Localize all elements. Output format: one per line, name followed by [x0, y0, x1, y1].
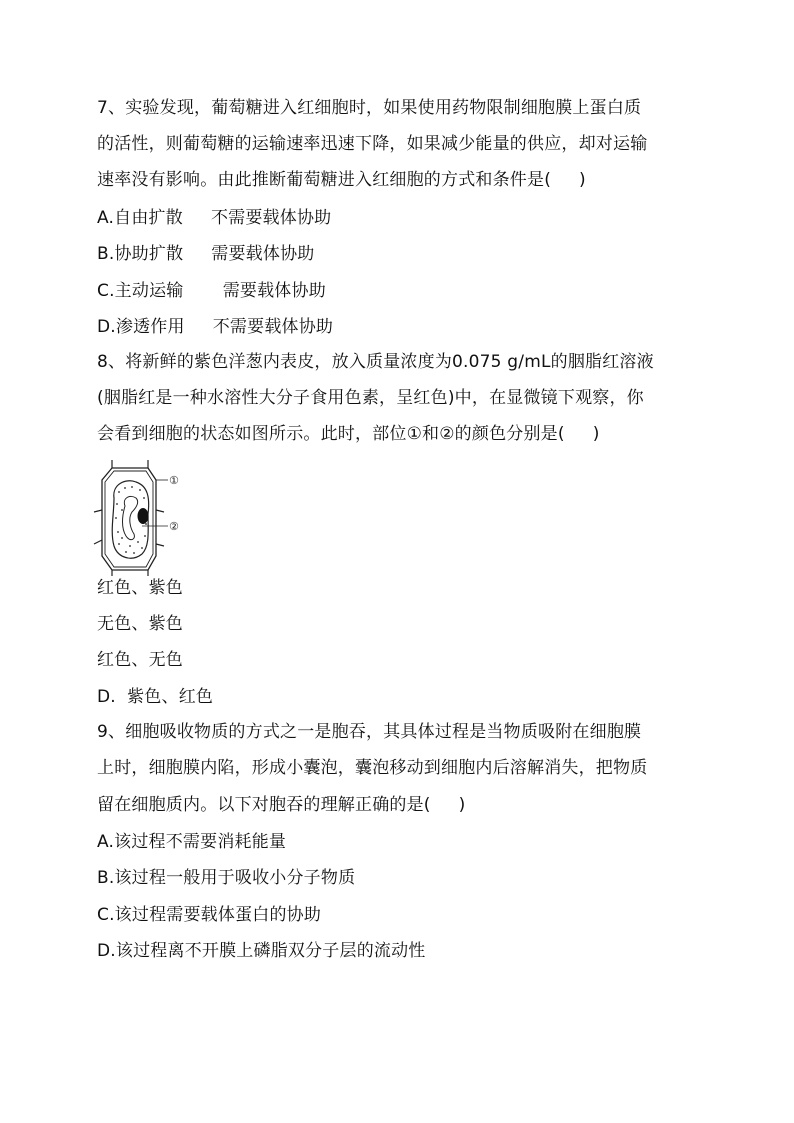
q7-stem-line-1: 7、实验发现，葡萄糖进入红细胞时，如果使用药物限制细胞膜上蛋白质: [97, 98, 642, 118]
q8-option-d: D. 紫色、红色: [97, 687, 214, 707]
q7-option-d: D.渗透作用 不需要载体协助: [97, 317, 334, 337]
q7-option-c: C.主动运输 需要载体协助: [97, 281, 326, 301]
q8-stem-line-2: (胭脂红是一种水溶性大分子食用色素，呈红色)中，在显微镜下观察，你: [97, 388, 644, 408]
q8-option-b: 无色、紫色: [97, 614, 183, 634]
figure-label-1: ①: [169, 474, 179, 487]
q8-option-c: 红色、无色: [97, 650, 183, 670]
q8-stem-line-1: 8、将新鲜的紫色洋葱内表皮，放入质量浓度为0.075 g/mL的胭脂红溶液: [97, 352, 654, 372]
q7-stem-line-3: 速率没有影响。由此推断葡萄糖进入红细胞的方式和条件是( ): [97, 170, 586, 190]
q8-option-a: 红色、紫色: [97, 578, 183, 598]
plasmolysis-cell-figure: [92, 458, 182, 576]
q8-stem-line-3: 会看到细胞的状态如图所示。此时，部位①和②的颜色分别是( ): [97, 424, 600, 444]
q9-option-a: A.该过程不需要消耗能量: [97, 832, 287, 852]
q9-stem-line-1: 9、细胞吸收物质的方式之一是胞吞，其具体过程是当物质吸附在细胞膜: [97, 722, 642, 742]
q9-stem-line-2: 上时，细胞膜内陷，形成小囊泡，囊泡移动到细胞内后溶解消失，把物质: [97, 758, 648, 778]
figure-label-2: ②: [169, 520, 179, 533]
q9-option-d: D.该过程离不开膜上磷脂双分子层的流动性: [97, 941, 426, 961]
q7-stem-line-2: 的活性，则葡萄糖的运输速率迅速下降，如果减少能量的供应，却对运输: [97, 134, 648, 154]
q7-option-a: A.自由扩散 不需要载体协助: [97, 208, 332, 228]
q9-option-b: B.该过程一般用于吸收小分子物质: [97, 868, 356, 888]
q7-option-b: B.协助扩散 需要载体协助: [97, 244, 315, 264]
q9-option-c: C.该过程需要载体蛋白的协助: [97, 905, 322, 925]
q9-stem-line-3: 留在细胞质内。以下对胞吞的理解正确的是( ): [97, 795, 466, 815]
